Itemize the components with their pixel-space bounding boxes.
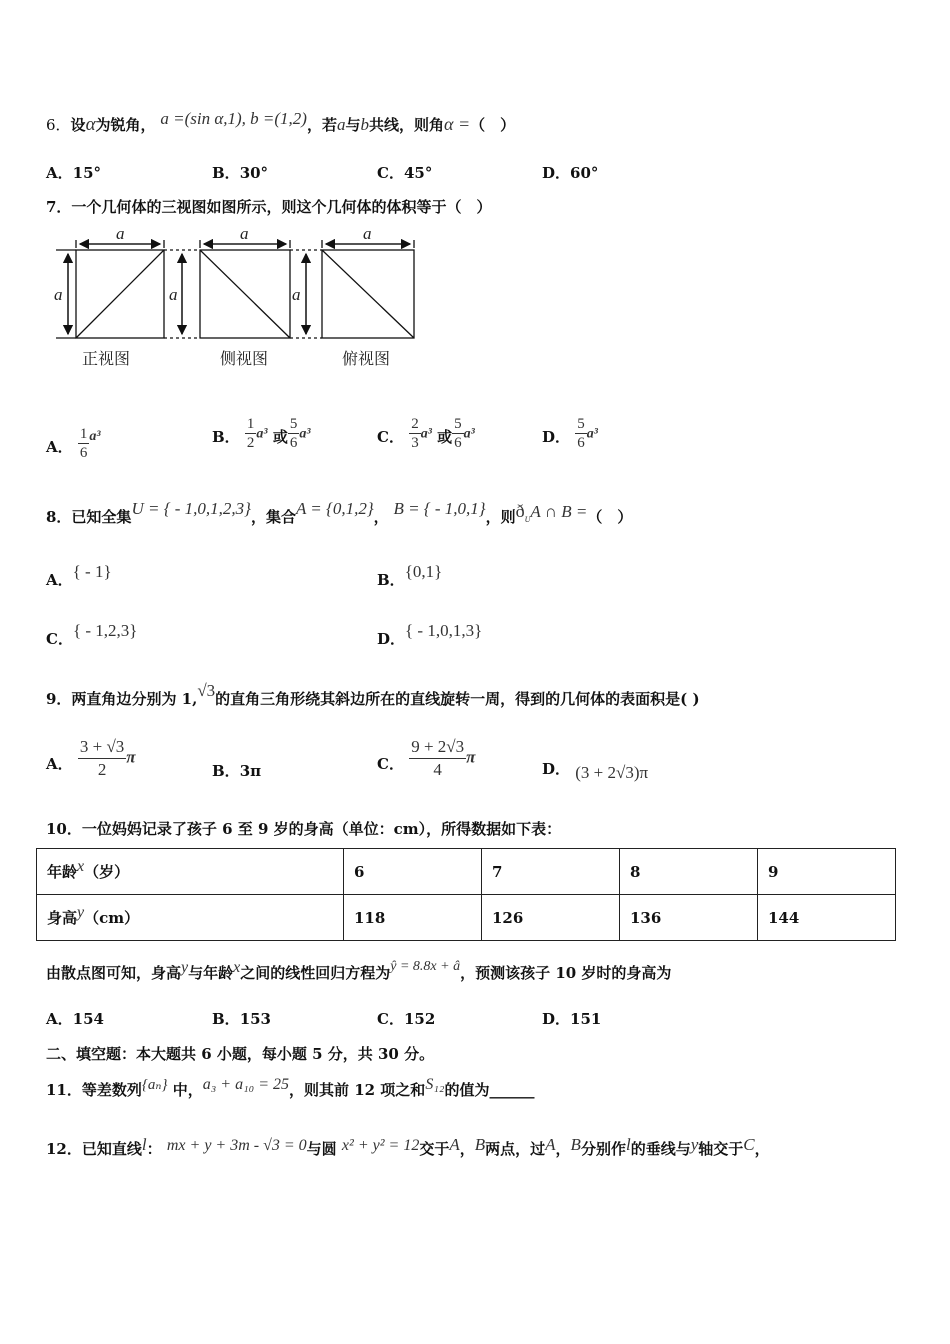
q6-option-c: C．45° [377,164,433,182]
q7-option-b: B． $\frac{1}{2}$ a³ 或 $\frac{5}{6}$ a³ [212,416,311,451]
q12-stem: 12．已知直线l： mx + y + 3m - √3 = 0与圆 x² + y² = 12交于A，B两点，过A，B分别作l的垂线与y轴交于C， [46,1135,770,1158]
q6-vectors: a =(sin α,1), b =(1,2) [160,109,307,128]
table-cell: 身高y（cm） [37,895,344,941]
q10-stem: 10．一位妈妈记录了孩子 6 至 9 岁的身高（单位：cm），所得数据如下表： [46,820,562,838]
q9-option-b: B．3π [212,762,262,780]
table-cell: 118 [344,895,482,941]
q11-stem: 11．等差数列{aₙ} 中，a₃ + a₁₀ = 25，则其前 12 项之和S₁₂的值为______ [46,1076,535,1099]
q6-number: 6． [46,116,71,134]
section-heading: 二、填空题：本大题共 6 小题，每小题 5 分，共 30 分。 [46,1045,435,1063]
dim-label: a [292,285,301,304]
q10-option-c: C．152 [377,1010,436,1028]
q8-option-d: D．{ - 1,0,1,3} [377,621,483,648]
q7-option-d: D． $\frac{5}{6}$ a³ [542,416,598,451]
dim-label: a [363,224,372,243]
q10-option-d: D．151 [542,1010,602,1028]
q6-stem: 6．设α为锐角， a =(sin α,1), b =(1,2)，若a与b共线，则角α =（ ） [46,109,516,135]
q10-option-a: A．154 [46,1010,104,1028]
q10-option-b: B．153 [212,1010,271,1028]
top-view-label: 俯视图 [342,349,391,368]
table-row [37,849,896,895]
q8-option-b: B．{0,1} [377,562,443,589]
dim-label: a [240,224,249,243]
q9-option-d: D． (3 + 2√3)π [542,760,649,782]
table-cell: 8 [620,849,758,895]
q7-stem: 7．一个几何体的三视图如图所示，则这个几何体的体积等于（ ） [46,198,492,216]
three-view-diagram [50,224,430,374]
table-cell: 年龄x（岁） [37,849,344,895]
dim-label: a [116,224,125,243]
table-cell: 6 [344,849,482,895]
q9-option-c: C． $\frac{9 + 2√3}{4}$ π [377,737,476,779]
table-cell: 136 [620,895,758,941]
q8-option-c: C．{ - 1,2,3} [46,621,138,648]
dim-label: a [54,285,63,304]
front-view-label: 正视图 [82,349,131,368]
table-cell: 7 [482,849,620,895]
table-cell: 126 [482,895,620,941]
dim-label: a [169,285,178,304]
q9-stem: 9．两直角边分别为 1,√3的直角三角形绕其斜边所在的直线旋转一周，得到的几何体的表面积是( ) [46,681,700,708]
height-table [36,848,896,941]
q8-option-a: A．{ - 1} [46,562,112,589]
table-row [37,895,896,941]
q9-option-a: A． $\frac{3 + √3}{2}$ π [46,737,136,779]
q6-option-a: A．15° [46,164,102,182]
q8-stem: 8．已知全集U = { - 1,0,1,2,3}，集合A = {0,1,2}， B = { - 1,0,1}，则ðUA ∩ B =（ ） [46,499,633,526]
table-cell: 144 [758,895,896,941]
side-view-label: 侧视图 [220,349,269,368]
q6-option-b: B．30° [212,164,269,182]
three-view-figure [50,224,430,378]
q7-option-a: A． $\frac{1}{6}$ a³ [46,426,101,461]
q10-stem-2: 由散点图可知，身高y与年龄x之间的线性回归方程为ŷ = 8.8x + â，预测该孩子 10 岁时的身高为 [46,959,672,982]
q7-option-c: C． $\frac{2}{3}$ a³ 或 $\frac{5}{6}$ a³ [377,416,475,451]
q6-option-d: D．60° [542,164,599,182]
table-cell: 9 [758,849,896,895]
